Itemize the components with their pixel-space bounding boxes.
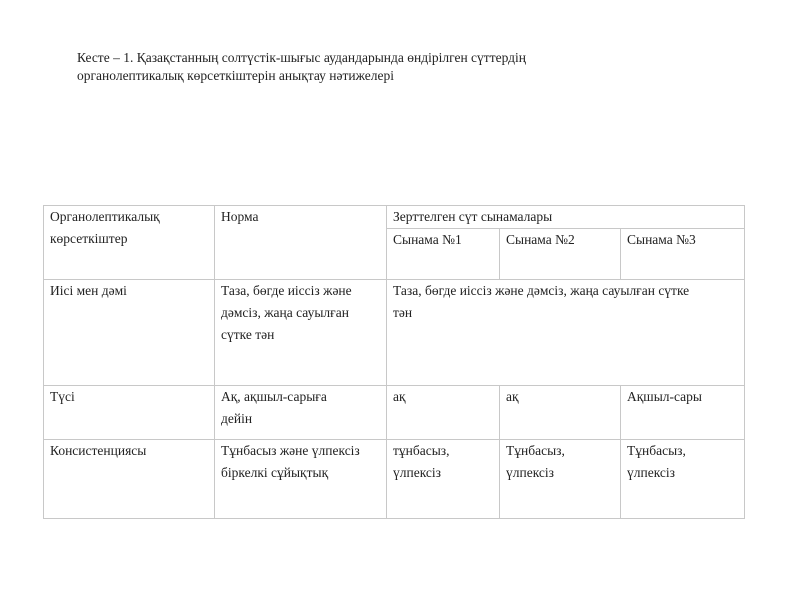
row-samples-merged-line-1: Таза, бөгде иіссіз және дәмсіз, жаңа сауылған сүтке	[393, 283, 690, 298]
row-norm-line-1: Тұнбасыз және үлпексіз	[221, 443, 360, 458]
header-indicator-line-1: Органолептикалық	[50, 209, 160, 224]
row-indicator-label: Консистенциясы	[50, 443, 147, 458]
caption-line-2: органолептикалық көрсеткіштерін анықтау нәтижелері	[77, 68, 394, 83]
row-sample-2-cell	[500, 386, 621, 440]
row-sample-1-line-2: үлпексіз	[393, 465, 442, 480]
row-norm-line-1: Ақ, ақшыл-сарыға	[221, 389, 327, 404]
row-sample-2-line-1: Тұнбасыз,	[506, 443, 565, 458]
row-sample-3-line-2: үлпексіз	[627, 465, 676, 480]
row-indicator-label: Иісі мен дәмі	[50, 283, 127, 298]
row-sample-3-line-1: Тұнбасыз,	[627, 443, 686, 458]
row-norm-line-3: сүтке тән	[221, 327, 275, 342]
header-norm-label: Норма	[221, 209, 259, 224]
table-row-color	[44, 386, 745, 440]
header-sample-1-cell	[387, 229, 500, 280]
row-sample-2-cell	[500, 440, 621, 519]
header-indicator-cell	[44, 206, 215, 280]
row-sample-2-line-2: үлпексіз	[506, 465, 555, 480]
organoleptic-results-table	[43, 205, 745, 519]
row-norm-line-2: біркелкі сұйықтық	[221, 465, 329, 480]
table-caption	[77, 49, 737, 85]
row-indicator-cell	[44, 386, 215, 440]
header-samples-group-label: Зерттелген сүт сынамалары	[393, 209, 553, 224]
row-samples-merged-cell	[387, 280, 745, 386]
row-norm-cell	[215, 386, 387, 440]
header-indicator-line-2: көрсеткіштер	[50, 231, 128, 246]
row-norm-line-2: дәмсіз, жаңа сауылған	[221, 305, 349, 320]
header-sample-1-label: Сынама №1	[393, 232, 462, 247]
row-samples-merged-line-2: тән	[393, 305, 413, 320]
table-row-smell-taste	[44, 280, 745, 386]
table-row-consistency	[44, 440, 745, 519]
header-sample-2-cell	[500, 229, 621, 280]
row-sample-3-cell	[621, 440, 745, 519]
row-norm-cell	[215, 280, 387, 386]
row-sample-1-cell	[387, 386, 500, 440]
header-norm-cell	[215, 206, 387, 280]
row-norm-line-1: Таза, бөгде иіссіз және	[221, 283, 352, 298]
header-sample-3-label: Сынама №3	[627, 232, 696, 247]
header-sample-3-cell	[621, 229, 745, 280]
row-indicator-cell	[44, 440, 215, 519]
row-sample-3-value: Ақшыл-сары	[627, 389, 702, 404]
row-sample-2-value: ақ	[506, 389, 519, 404]
header-sample-2-label: Сынама №2	[506, 232, 575, 247]
row-indicator-cell	[44, 280, 215, 386]
row-sample-1-cell	[387, 440, 500, 519]
header-samples-group-cell	[387, 206, 745, 229]
row-indicator-label: Түсі	[50, 389, 75, 404]
row-norm-line-2: дейін	[221, 411, 253, 426]
row-sample-3-cell	[621, 386, 745, 440]
row-sample-1-value: ақ	[393, 389, 406, 404]
row-sample-1-line-1: тұнбасыз,	[393, 443, 450, 458]
table-header-row	[44, 206, 745, 229]
row-norm-cell	[215, 440, 387, 519]
caption-line-1: Кесте – 1. Қазақстанның солтүстік-шығыс аудандарында өндірілген сүттердің	[77, 50, 527, 65]
